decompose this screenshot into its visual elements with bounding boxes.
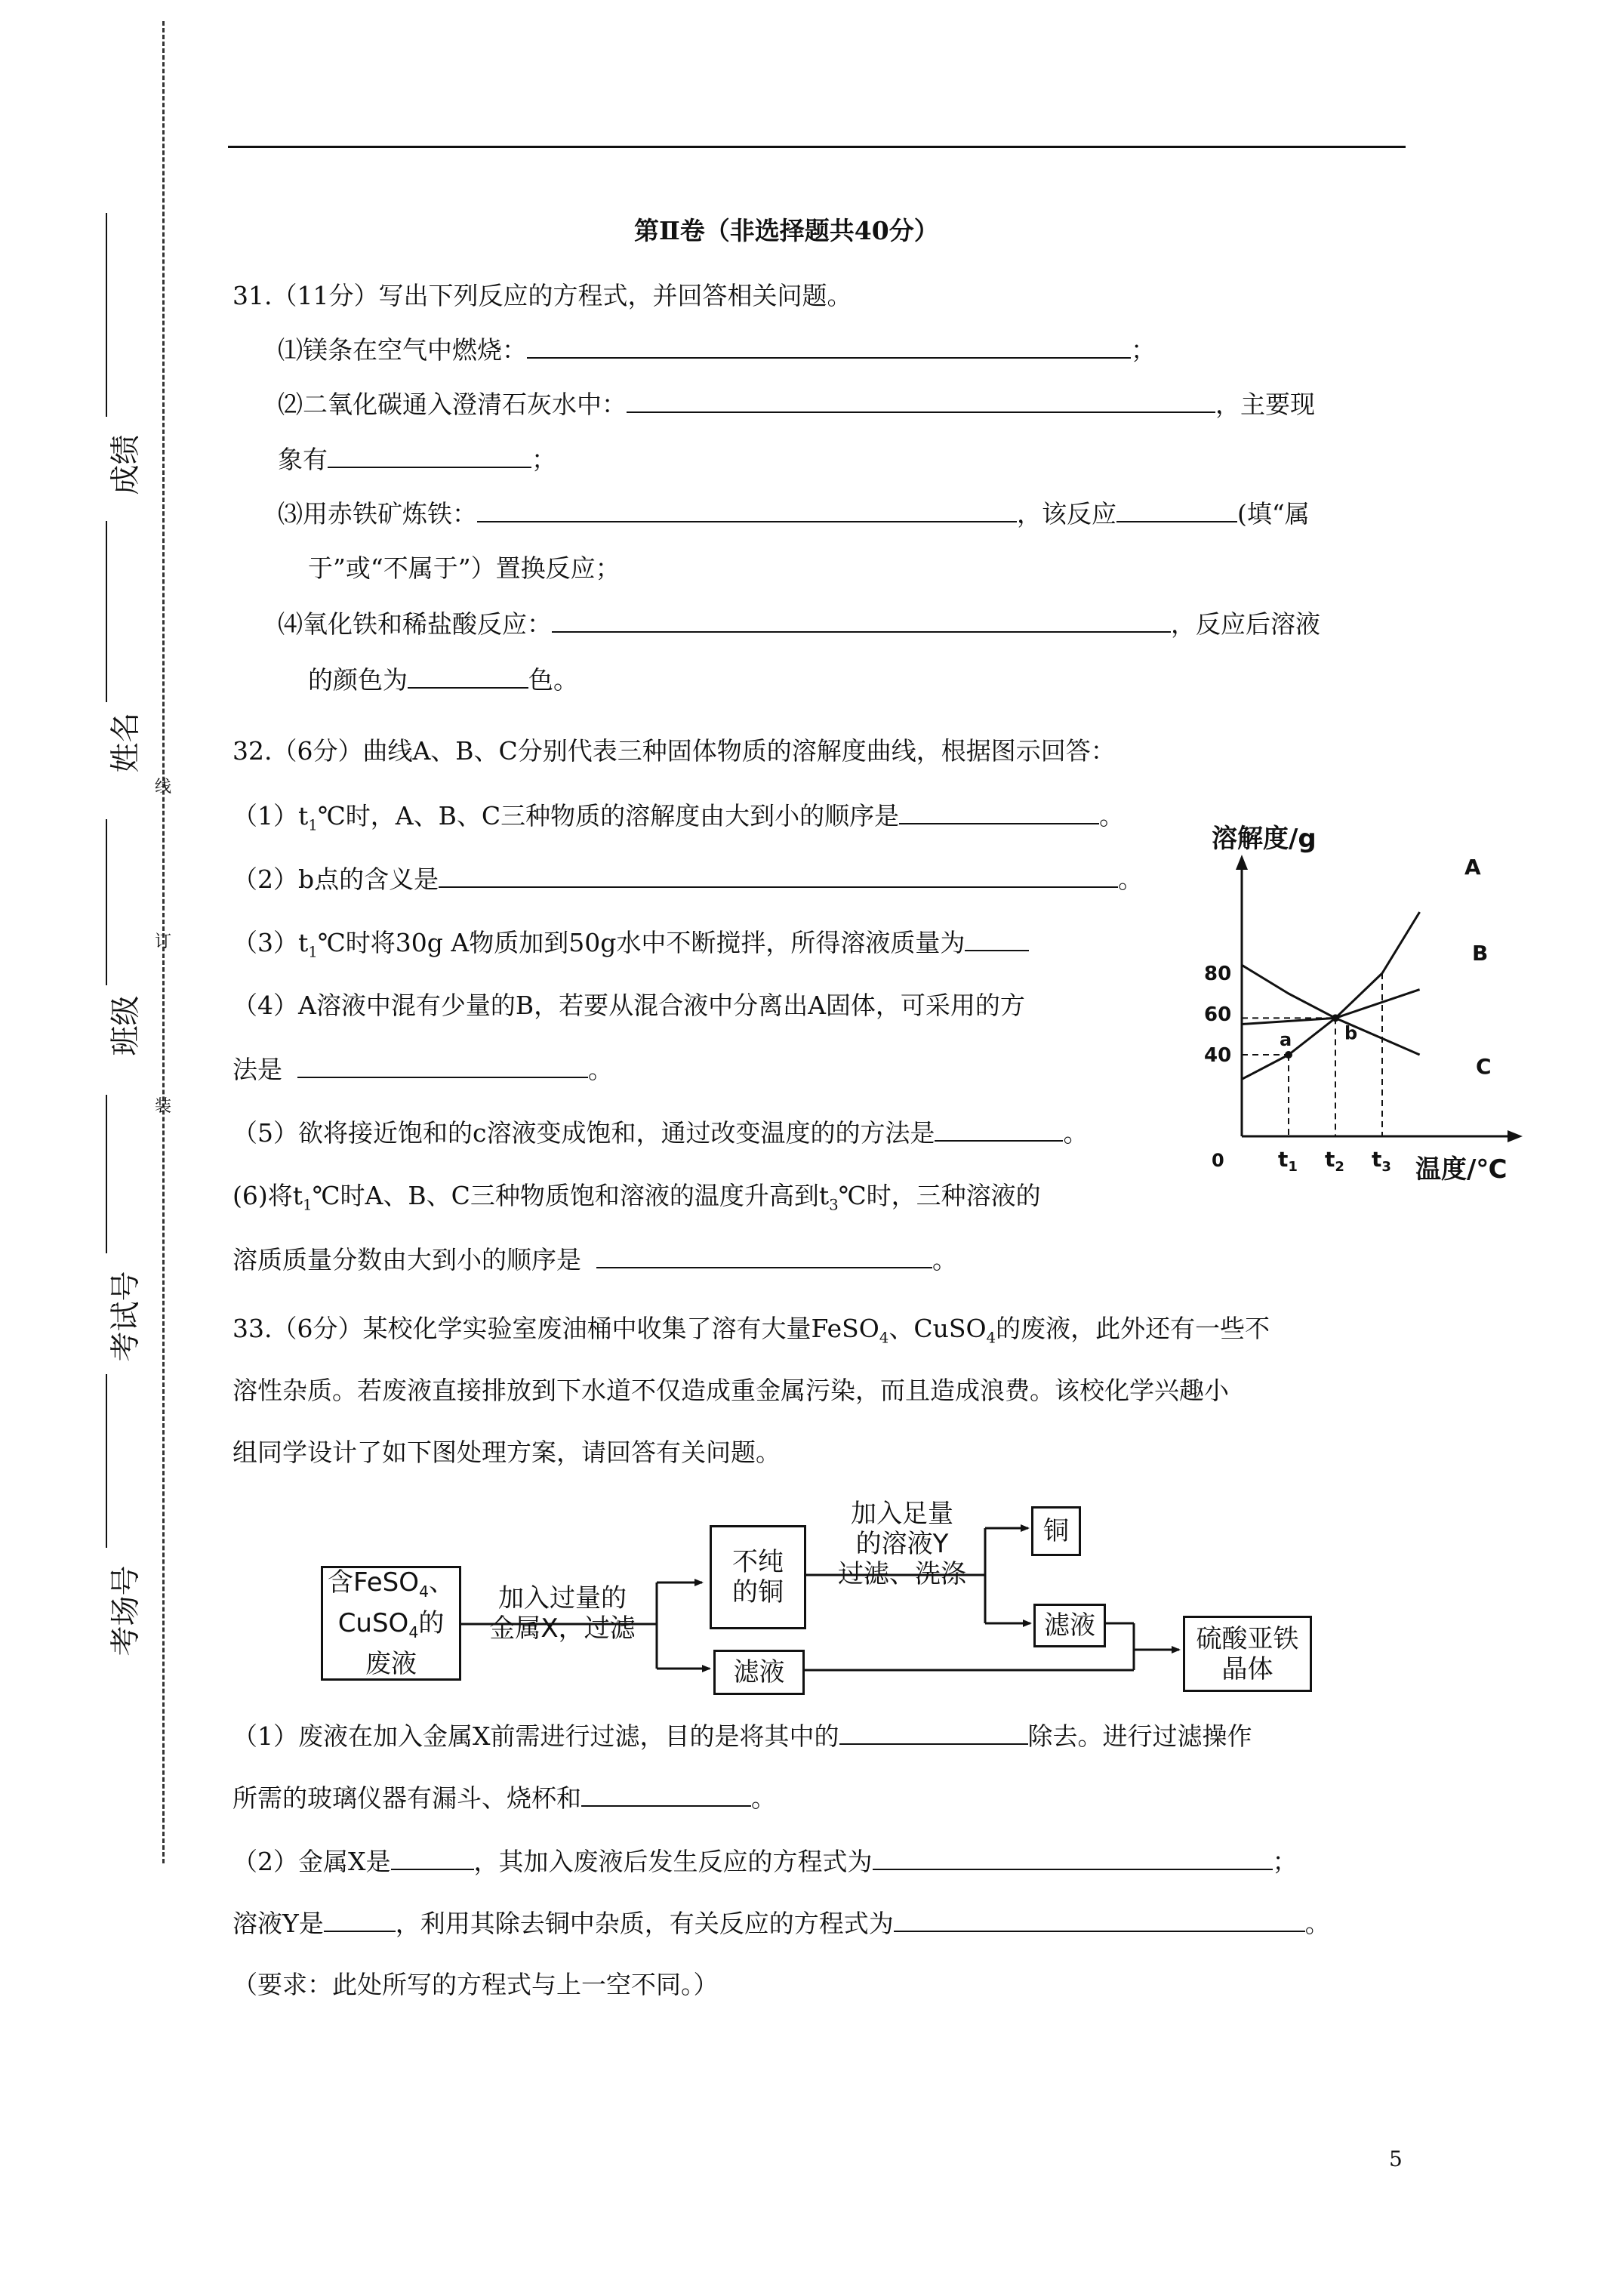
sidebar-field-class: 班级 — [106, 819, 143, 1061]
flow-box-copper: 铜 — [1031, 1506, 1081, 1556]
answer-blank[interactable] — [297, 1054, 588, 1078]
point-b — [1332, 1014, 1339, 1022]
answer-blank[interactable] — [581, 1783, 751, 1807]
q33-stem-line3: 组同学设计了如下图处理方案，请回答有关问题。 — [233, 1438, 781, 1467]
curve-label-C: C — [1476, 1054, 1492, 1079]
answer-blank[interactable] — [527, 334, 1131, 359]
point-a — [1285, 1051, 1292, 1059]
x-axis-arrow — [1508, 1130, 1523, 1142]
answer-blank[interactable] — [391, 1846, 474, 1870]
point-label-a: a — [1280, 1029, 1292, 1050]
page-number: 5 — [1389, 2147, 1403, 2171]
q32-part4-cont: 法是 。 — [233, 1055, 613, 1084]
q32-part3: $(3)t_1℃$时将30g A物质加到50g水中不断搅拌，所得溶液质量为 — [233, 927, 1029, 968]
curve-C — [1242, 965, 1420, 1055]
binding-mark-line: 线 — [155, 778, 172, 797]
answer-blank[interactable] — [552, 609, 1171, 633]
flow-box-filtrate-bottom: 滤液 — [713, 1650, 805, 1695]
answer-blank[interactable] — [935, 1117, 1063, 1142]
binding-mark-staple: 订 — [155, 932, 172, 951]
q32-part2: （2）b点的含义是 。 — [233, 864, 1144, 894]
flow-box-impure-copper: 不纯 的铜 — [710, 1525, 806, 1629]
section-title: 第Ⅱ卷（非选择题共40分） — [634, 216, 939, 245]
flow-box-filtrate: 滤液 — [1033, 1604, 1106, 1647]
q32-part6-cont: 溶质质量分数由大到小的顺序是 。 — [233, 1245, 957, 1274]
q31-part4: ⑷氧化铁和稀盐酸反应： ，反应后溶液 — [278, 609, 1320, 639]
q33-stem-line1: 33.（6分）某校化学实验室废油桶中收集了溶有大量FeSO$_4$、CuSO$_4$的废液，此外还有一些不 — [233, 1314, 1270, 1347]
answer-blank[interactable] — [627, 389, 1215, 413]
answer-blank[interactable] — [839, 1721, 1028, 1745]
y-tick-label: 60 — [1204, 1003, 1232, 1026]
y-axis-arrow — [1236, 855, 1248, 870]
point-label-b: b — [1344, 1022, 1358, 1044]
answer-blank[interactable] — [328, 444, 531, 468]
answer-blank[interactable] — [899, 800, 1099, 824]
answer-blank[interactable] — [965, 927, 1029, 951]
q31-part2: ⑵二氧化碳通入澄清石灰水中： ，主要现 — [278, 390, 1315, 419]
answer-blank[interactable] — [873, 1846, 1273, 1870]
curve-B — [1242, 990, 1420, 1025]
q33-stem-line2: 溶性杂质。若废液直接排放到下水道不仅造成重金属污染，而且造成浪费。该校化学兴趣小 — [233, 1376, 1229, 1405]
q31-part3: ⑶用赤铁矿炼铁： ，该反应 (填“属 — [278, 499, 1310, 529]
q32-part6: (6)将$t_1℃$时A、B、C三种物质饱和溶液的温度升高到$t_3℃$时，三种溶液的 — [233, 1181, 1041, 1214]
flow-step1-label: 加入过量的 金属X，过滤 — [489, 1583, 636, 1644]
solubility-chart — [1196, 815, 1544, 1208]
binding-mark-bind: 装 — [155, 1097, 172, 1116]
flow-step2-label: 加入足量 的溶液Y 过滤、洗涤 — [838, 1499, 966, 1589]
q33-part1: （1）废液在加入金属X前需进行过滤，目的是将其中的 除去。进行过滤操作 — [233, 1721, 1252, 1751]
q33-part2: （2）金属X是 ，其加入废液后发生反应的方程式为 ； — [233, 1847, 1298, 1876]
q32-part4: （4）A溶液中混有少量的B，若要从混合液中分离出A固体，可采用的方 — [233, 991, 1025, 1020]
origin-label: 0 — [1212, 1150, 1224, 1171]
q33-part2-cont: 溶液Y是 ，利用其除去铜中杂质，有关反应的方程式为 。 — [233, 1909, 1330, 1938]
sidebar-field-name: 姓名 — [106, 521, 143, 808]
answer-blank[interactable] — [1116, 498, 1237, 522]
x-tick-label: $t_3$ — [1372, 1147, 1391, 1175]
y-tick-label: 80 — [1204, 963, 1232, 985]
flow-box-ferrous-sulfate-crystal: 硫酸亚铁 晶体 — [1183, 1616, 1312, 1692]
sidebar-field-room: 考场号 — [106, 1374, 143, 1691]
q32-part1: $(1)t_1℃$时，A、B、C三种物质的溶解度由大到小的顺序是 。 — [233, 801, 1125, 834]
q32-stem: 32.（6分）曲线A、B、C分别代表三种固体物质的溶解度曲线，根据图示回答： — [233, 736, 1116, 766]
x-axis-label: 温度/℃ — [1415, 1154, 1508, 1185]
q31-stem: 31.（11分）写出下列反应的方程式，并回答相关问题。 — [233, 281, 852, 310]
y-axis-label: 溶解度/g — [1212, 824, 1317, 854]
answer-blank[interactable] — [408, 664, 528, 689]
header-rule — [228, 146, 1406, 148]
curve-label-A: A — [1464, 855, 1481, 880]
answer-blank[interactable] — [324, 1908, 396, 1932]
answer-blank[interactable] — [894, 1908, 1305, 1932]
x-tick-label: $t_1$ — [1278, 1147, 1298, 1175]
answer-blank[interactable] — [596, 1244, 932, 1268]
q31-part4-cont: 的颜色为 色。 — [308, 665, 578, 695]
y-tick-label: 40 — [1204, 1044, 1232, 1067]
x-tick-label: $t_2$ — [1325, 1147, 1344, 1175]
q33-note: （要求：此处所写的方程式与上一空不同。） — [233, 1970, 719, 1999]
q31-part3-cont: 于”或“不属于”）置换反应； — [308, 553, 621, 583]
curve-label-B: B — [1472, 941, 1489, 966]
q33-part1-cont: 所需的玻璃仪器有漏斗、烧杯和 。 — [233, 1783, 776, 1813]
q31-part1: ⑴镁条在空气中燃烧： ； — [278, 335, 1156, 365]
answer-blank[interactable] — [439, 864, 1118, 888]
answer-blank[interactable] — [477, 498, 1017, 522]
sidebar-field-exam-no: 考试号 — [106, 1095, 143, 1367]
flow-box-waste-liquid: 含FeSO$_4$、 CuSO$_4$的 废液 — [321, 1566, 461, 1681]
sidebar-field-score: 成绩 — [106, 213, 143, 500]
q32-part5: （5）欲将接近饱和的c溶液变成饱和，通过改变温度的的方法是 。 — [233, 1118, 1089, 1148]
q31-part2-cont: 象有 ； — [278, 445, 556, 474]
